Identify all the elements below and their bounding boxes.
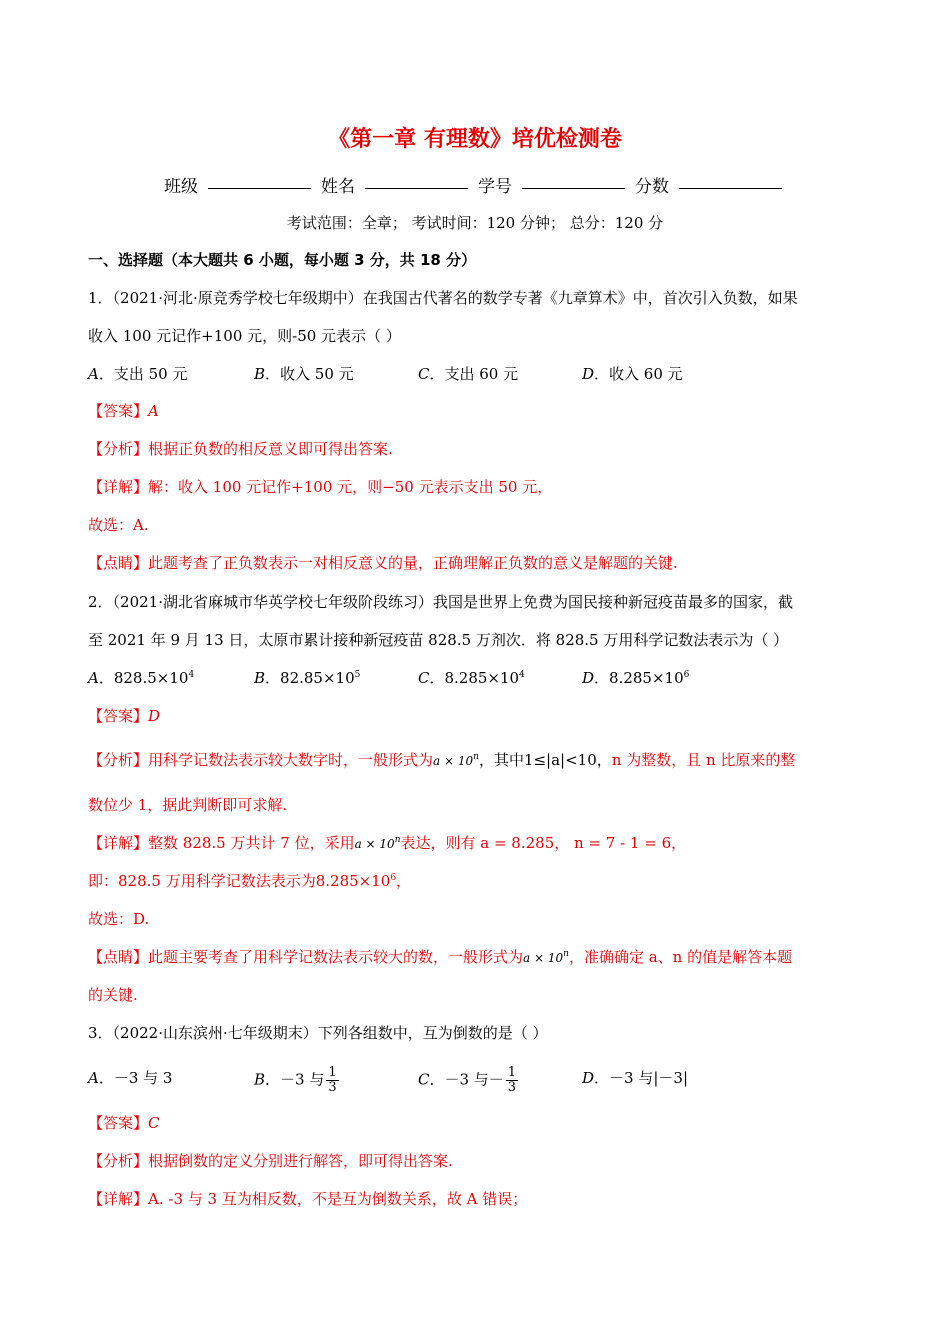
score-label: 分数	[635, 177, 669, 197]
q1-option-a: A．支出 50 元	[88, 365, 188, 383]
q1-analysis: 【分析】根据正负数的相反意义即可得出答案.	[88, 440, 393, 458]
q1-stem-line1: 1．（2021·河北·原竞秀学校七年级期中）在我国古代著名的数学专著《九章算术》中，首次引入负数，如果	[88, 289, 798, 307]
id-label: 学号	[478, 177, 512, 197]
q3-b-fraction: $\frac{1}{3}$	[328, 1065, 337, 1095]
q1-option-d: D．收入 60 元	[582, 365, 683, 383]
q3-answer: 【答案】C	[88, 1114, 160, 1132]
q3-stem-line1: 3．（2022·山东滨州·七年级期末）下列各组数中，互为倒数的是（ ）	[88, 1024, 548, 1042]
exam-meta: 考试范围：全章； 考试时间：120 分钟； 总分：120 分	[286, 214, 664, 232]
q2-analysis-cont: 数位少 1，据此判断即可求解.	[88, 796, 288, 814]
q1-detail: 【详解】解：收入 100 元记作+100 元，则−50 元表示支出 50 元，	[88, 478, 553, 496]
class-blank	[208, 172, 311, 189]
q2-option-d: D．$8.285\times 10^6$	[582, 669, 690, 687]
q2-option-b: B．$82.85\times 10^5$	[254, 669, 361, 687]
q1-stem-line2: 收入 100 元记作+100 元，则-50 元表示（ ）	[88, 327, 401, 345]
student-info-line	[164, 172, 804, 197]
q2-comment-cont: 的关键.	[88, 986, 138, 1004]
q3-option-b: B．－3 与 $\frac{1}{3}$	[254, 1065, 337, 1095]
q3-option-d: D．－3 与|－3|	[582, 1069, 688, 1087]
name-label: 姓名	[321, 177, 355, 197]
q2-detail: 【详解】整数 828.5 万共计 7 位，采用$a \times 10^n$表达，则有 a = 8.285， n = 7 - 1 = 6，	[88, 834, 687, 852]
q3-detail: 【详解】A. -3 与 3 互为相反数，不是互为倒数关系，故 A 错误；	[88, 1190, 528, 1208]
q3-option-c: C．－3 与－ $\frac{1}{3}$	[418, 1065, 517, 1095]
q2-option-c: C．$8.285\times 10^4$	[418, 669, 525, 687]
q1-answer: 【答案】A	[88, 402, 159, 420]
q2-stem-line1: 2．（2021·湖北省麻城市华英学校七年级阶段练习）我国是世界上免费为国民接种新冠疫苗最多的国家，截	[88, 593, 793, 611]
q2-answer: 【答案】D	[88, 707, 161, 725]
q1-comment: 【点睛】此题考查了正负数表示一对相反意义的量，正确理解正负数的意义是解题的关键.	[88, 554, 678, 572]
q2-detail-cont: 即：828.5 万用科学记数法表示为$8.285\times 10^6$，	[88, 872, 412, 890]
name-blank	[365, 172, 468, 189]
q1-choose: 故选：A.	[88, 516, 149, 534]
q2-option-a: A．$828.5\times 10^4$	[88, 669, 195, 687]
q1-options	[88, 362, 878, 386]
q2-stem-line2: 至 2021 年 9 月 13 日，太原市累计接种新冠疫苗 828.5 万剂次．将 828.5 万用科学记数法表示为（ ）	[88, 631, 789, 649]
q3-c-fraction: $\frac{1}{3}$	[507, 1065, 517, 1095]
q1-option-c: C．支出 60 元	[418, 365, 519, 383]
id-blank	[522, 172, 625, 189]
q2-comment: 【点睛】此题主要考查了用科学记数法表示较大的数，一般形式为$a \times 10^n$，准确确定 a、n 的值是解答本题	[88, 948, 793, 966]
q2-analysis: 【分析】用科学记数法表示较大数字时，一般形式为$a \times 10^n$，其中1≤|a|<10，n 为整数，且 n 比原来的整	[88, 751, 796, 769]
q3-analysis: 【分析】根据倒数的定义分别进行解答，即可得出答案.	[88, 1152, 453, 1170]
class-label: 班级	[164, 177, 198, 197]
section-heading: 一、选择题（本大题共 6 小题，每小题 3 分，共 18 分）	[88, 251, 477, 269]
page-title: 《第一章 有理数》培优检测卷	[328, 127, 622, 152]
q3-option-a: A．－3 与 3	[88, 1069, 173, 1087]
q2-options	[88, 666, 878, 690]
q2-choose: 故选：D.	[88, 910, 150, 928]
score-blank	[679, 172, 782, 189]
q1-option-b: B．收入 50 元	[254, 365, 354, 383]
q3-options	[88, 1064, 878, 1104]
